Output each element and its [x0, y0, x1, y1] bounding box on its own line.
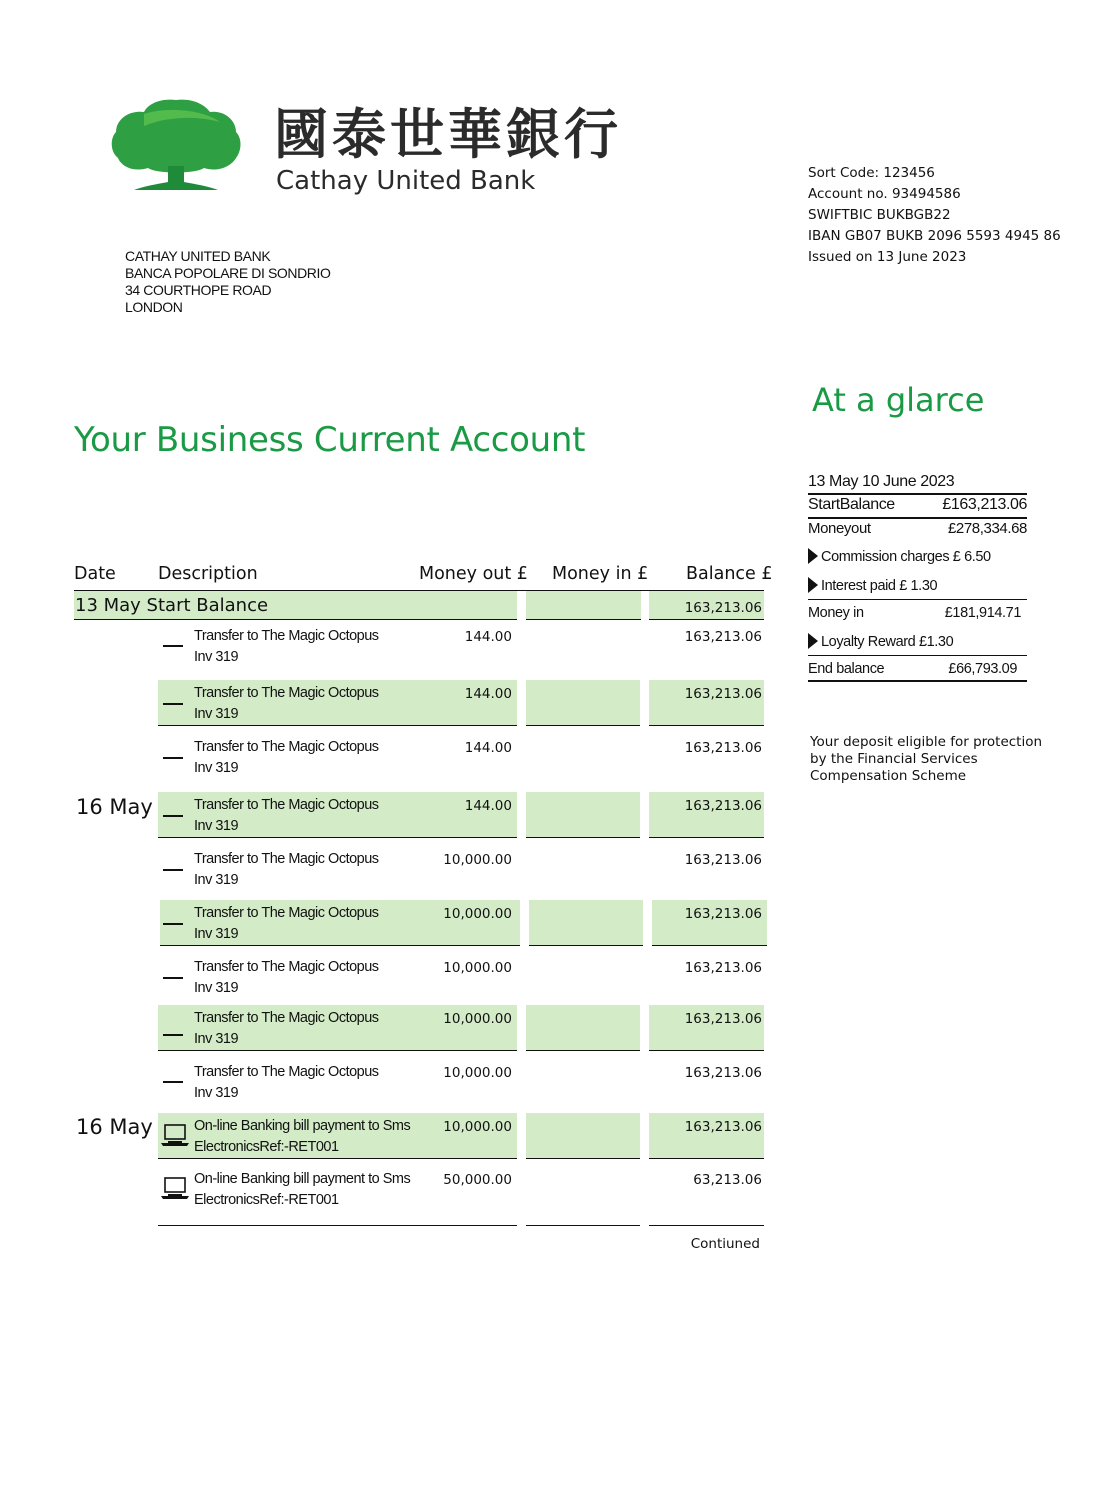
- transaction-description: [194, 737, 379, 779]
- balance-value: 163,213.06: [684, 1119, 762, 1135]
- money-out-value: 10,000.00: [443, 1119, 512, 1135]
- description-line: Transfer to The Magic Octopus: [194, 959, 379, 975]
- description-reference: ElectronicsRef:-RET001: [194, 1139, 339, 1155]
- money-out-value: 10,000.00: [443, 960, 512, 976]
- dash-icon: [163, 645, 183, 647]
- glance-money-out: [808, 520, 1027, 537]
- description-reference: Inv 319: [194, 1085, 239, 1101]
- transaction-description: [194, 957, 379, 999]
- balance-value: 163,213.06: [684, 629, 762, 645]
- arrow-right-icon: [808, 577, 818, 593]
- description-line: Transfer to The Magic Octopus: [194, 685, 379, 701]
- glance-moneyout-value: £278,334.68: [947, 520, 1027, 537]
- dash-icon: [163, 703, 183, 705]
- money-in-cell: [526, 792, 640, 838]
- start-balance-moneyin-cell: [526, 591, 641, 620]
- description-reference: ElectronicsRef:-RET001: [194, 1192, 339, 1208]
- iban: IBAN GB07 BUKB 2096 5593 4945 86: [808, 228, 1061, 244]
- transaction-description: [194, 626, 379, 668]
- money-out-value: 10,000.00: [443, 1065, 512, 1081]
- description-reference: Inv 319: [194, 872, 239, 888]
- balance-value: 163,213.06: [684, 852, 762, 868]
- dash-icon: [163, 869, 183, 871]
- glance-end-label: End balance: [808, 661, 885, 677]
- bank-name-english: Cathay United Bank: [276, 166, 536, 196]
- swift-code: SWIFTBIC BUKBGB22: [808, 207, 951, 223]
- dash-icon: [163, 923, 183, 925]
- glance-end-balance: [808, 661, 1027, 677]
- description-reference: Inv 319: [194, 1031, 239, 1047]
- arrow-right-icon: [808, 633, 818, 649]
- glance-end-value: £66,793.09: [948, 661, 1017, 677]
- address-line: BANCA POPOLARE DI SONDRIO: [125, 265, 331, 281]
- transaction-description: [194, 1169, 410, 1211]
- glance-money-in: [808, 605, 1027, 621]
- col-header-money-out: Money out £: [419, 564, 528, 584]
- transaction-description: [194, 683, 379, 725]
- glance-divider: [808, 680, 1027, 682]
- glance-divider: [808, 517, 1027, 519]
- description-reference: Inv 319: [194, 818, 239, 834]
- description-line: On-line Banking bill payment to Sms: [194, 1118, 411, 1134]
- transaction-description: [194, 849, 379, 891]
- description-line: Transfer to The Magic Octopus: [194, 739, 379, 755]
- glance-divider: [808, 655, 1027, 656]
- glance-start-balance: [808, 496, 1027, 514]
- balance-value: 163,213.06: [684, 1011, 762, 1027]
- glance-moneyin-value: £181,914.71: [944, 605, 1021, 621]
- description-line: Transfer to The Magic Octopus: [194, 628, 379, 644]
- transaction-description: [194, 1062, 379, 1104]
- description-reference: Inv 319: [194, 649, 239, 665]
- address-line: LONDON: [125, 299, 183, 315]
- balance-value: 163,213.06: [684, 740, 762, 756]
- page-title: Your Business Current Account: [74, 420, 586, 460]
- balance-value: 163,213.06: [684, 1065, 762, 1081]
- transaction-description: [194, 795, 379, 837]
- description-line: Transfer to The Magic Octopus: [194, 797, 379, 813]
- balance-value: 163,213.06: [684, 960, 762, 976]
- glance-start-value: £163,213.06: [942, 496, 1027, 513]
- dash-icon: [163, 757, 183, 759]
- money-out-value: 10,000.00: [443, 906, 512, 922]
- laptop-icon: [160, 1176, 190, 1200]
- description-line: Transfer to The Magic Octopus: [194, 1010, 379, 1026]
- dash-icon: [163, 815, 183, 817]
- col-header-description: Description: [158, 564, 258, 584]
- continued-note: Contiuned: [690, 1236, 760, 1252]
- glance-start-label: StartBalance: [808, 496, 895, 513]
- bank-address: [125, 248, 331, 316]
- date-label: 16 May: [76, 795, 153, 819]
- address-line: CATHAY UNITED BANK: [125, 248, 271, 264]
- money-out-value: 144.00: [464, 740, 512, 756]
- col-header-date: Date: [74, 564, 116, 584]
- money-out-value: 144.00: [464, 798, 512, 814]
- bank-logo-tree-icon: [108, 96, 244, 194]
- description-line: On-line Banking bill payment to Sms: [194, 1171, 411, 1187]
- laptop-icon: [160, 1123, 190, 1147]
- start-balance-label: 13 May Start Balance: [75, 595, 269, 616]
- col-header-balance: Balance £: [686, 564, 773, 584]
- money-in-cell: [526, 1005, 640, 1051]
- money-in-cell: [526, 680, 640, 726]
- description-reference: Inv 319: [194, 980, 239, 996]
- description-line: Transfer to The Magic Octopus: [194, 1064, 379, 1080]
- sort-code: Sort Code: 123456: [808, 165, 935, 181]
- description-line: Transfer to The Magic Octopus: [194, 851, 379, 867]
- deposit-protection-note: Your deposit eligible for protection by the Financial Services Compensation Scheme: [810, 734, 1043, 784]
- date-label: 16 May: [76, 1115, 153, 1139]
- money-out-value: 144.00: [464, 629, 512, 645]
- balance-value: 163,213.06: [684, 686, 762, 702]
- account-details: [808, 163, 1061, 268]
- description-reference: Inv 319: [194, 926, 239, 942]
- description-reference: Inv 319: [194, 760, 239, 776]
- money-in-cell: [526, 1113, 640, 1159]
- glance-moneyout-label: Moneyout: [808, 520, 871, 537]
- glance-loyalty: Loyalty Reward £1.30: [808, 633, 1027, 650]
- arrow-right-icon: [808, 548, 818, 564]
- money-out-value: 50,000.00: [443, 1172, 512, 1188]
- money-out-value: 10,000.00: [443, 1011, 512, 1027]
- transaction-description: [194, 903, 379, 945]
- description-line: Transfer to The Magic Octopus: [194, 905, 379, 921]
- money-in-cell: [529, 900, 643, 946]
- transaction-description: [194, 1008, 379, 1050]
- money-out-value: 144.00: [464, 686, 512, 702]
- glance-interest: Interest paid £ 1.30: [808, 577, 1027, 594]
- issued-date: Issued on 13 June 2023: [808, 249, 967, 265]
- balance-value: 63,213.06: [693, 1172, 762, 1188]
- dash-icon: [163, 1081, 183, 1083]
- col-header-money-in: Money in £: [552, 564, 649, 584]
- balance-value: 163,213.06: [684, 798, 762, 814]
- dash-icon: [163, 977, 183, 979]
- glance-divider: [808, 493, 1027, 495]
- glance-period: 13 May 10 June 2023: [808, 473, 955, 490]
- money-out-value: 10,000.00: [443, 852, 512, 868]
- balance-value: 163,213.06: [684, 906, 762, 922]
- glance-commission: Commission charges £ 6.50: [808, 548, 1027, 565]
- start-balance-value: 163,213.06: [684, 600, 762, 616]
- dash-icon: [163, 1034, 183, 1036]
- description-reference: Inv 319: [194, 706, 239, 722]
- transaction-description: [194, 1116, 410, 1158]
- glance-divider: [808, 599, 1027, 600]
- account-number: Account no. 93494586: [808, 186, 961, 202]
- address-line: 34 COURTHOPE ROAD: [125, 282, 272, 298]
- glance-moneyin-label: Money in: [808, 605, 864, 621]
- glance-title: At a glarce: [812, 381, 985, 419]
- money-in-cell: [526, 1166, 640, 1226]
- bank-name-chinese: 國泰世華銀行: [274, 103, 622, 166]
